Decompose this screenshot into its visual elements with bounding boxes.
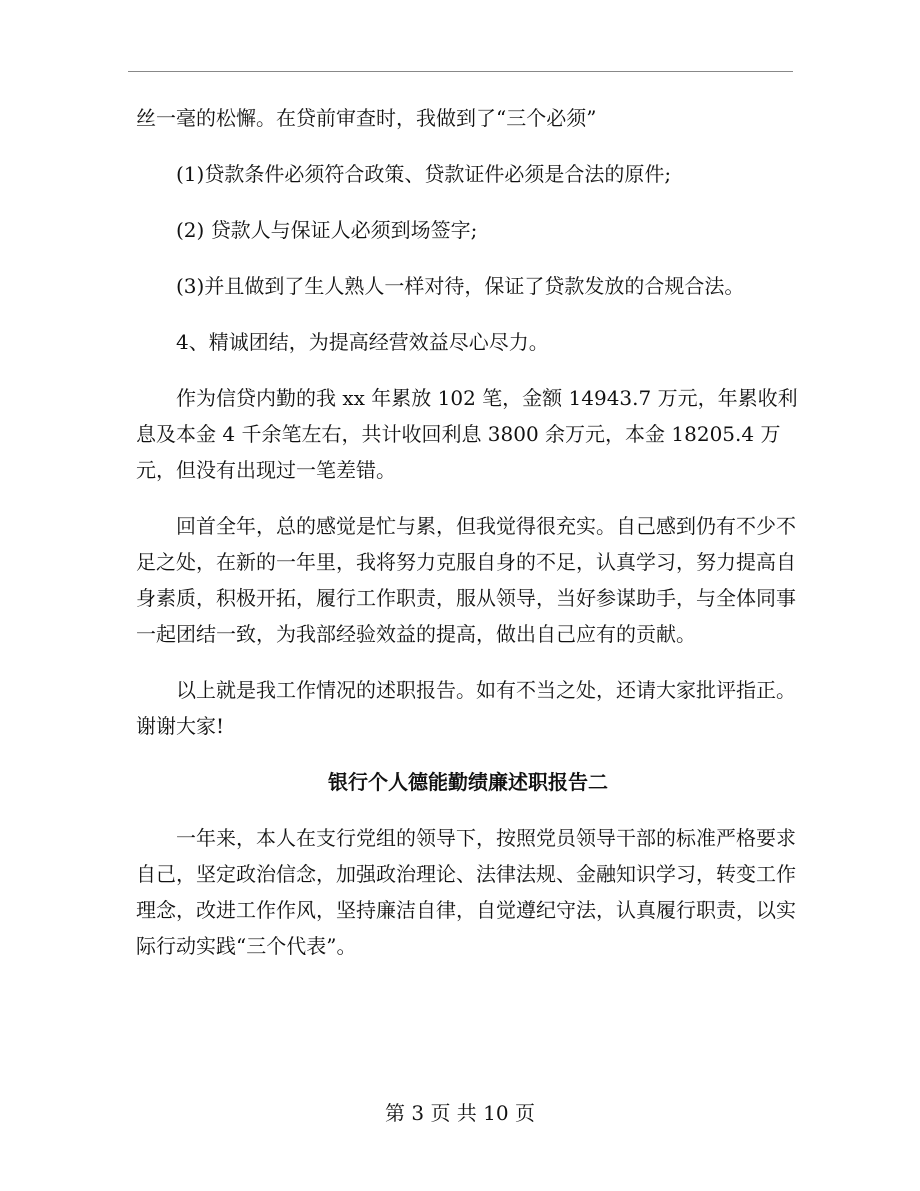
list-item-3: (3)并且做到了生人熟人一样对待，保证了贷款发放的合规合法。 — [176, 274, 745, 298]
page-footer: 第 3 页 共 10 页 — [385, 1101, 535, 1125]
header-rule — [128, 71, 793, 72]
section-point-4: 4、精诚团结，为提高经营效益尽心尽力。 — [176, 330, 549, 354]
paragraph-statistics: 作为信贷内勤的我 xx 年累放 102 笔，金额 14943.7 万元，年累收利息及本金 4 千余笔左右，共计收回利息 3800 余万元，本金 18205.4 万元，但没有出现过一笔差错。 — [136, 386, 798, 482]
document-body — [136, 100, 800, 984]
section-paragraph-1: 一年来，本人在支行党组的领导下，按照党员领导干部的标准严格要求自己，坚定政治信念，加强政治理论、法律法规、金融知识学习，转变工作理念，改进工作作风，坚持廉洁自律，自觉遵纪守法，认真履行职责，以实际行动实践“三个代表”。 — [136, 826, 796, 958]
paragraph-continuation: 丝一毫的松懈。在贷前审查时，我做到了“三个必须” — [136, 106, 597, 130]
section-heading: 银行个人德能勤绩廉述职报告二 — [328, 770, 608, 794]
paragraph-review: 回首全年，总的感觉是忙与累，但我觉得很充实。自己感到仍有不少不足之处，在新的一年里，我将努力克服自身的不足，认真学习，努力提高自身素质，积极开拓，履行工作职责，服从领导，当好参谋助手，与全体同事一起团结一致，为我部经验效益的提高，做出自己应有的贡献。 — [136, 514, 796, 646]
paragraph-closing: 以上就是我工作情况的述职报告。如有不当之处，还请大家批评指正。谢谢大家! — [136, 678, 796, 738]
list-item-1: (1)贷款条件必须符合政策、贷款证件必须是合法的原件; — [176, 162, 672, 186]
list-item-2: (2) 贷款人与保证人必须到场签字; — [176, 218, 478, 242]
